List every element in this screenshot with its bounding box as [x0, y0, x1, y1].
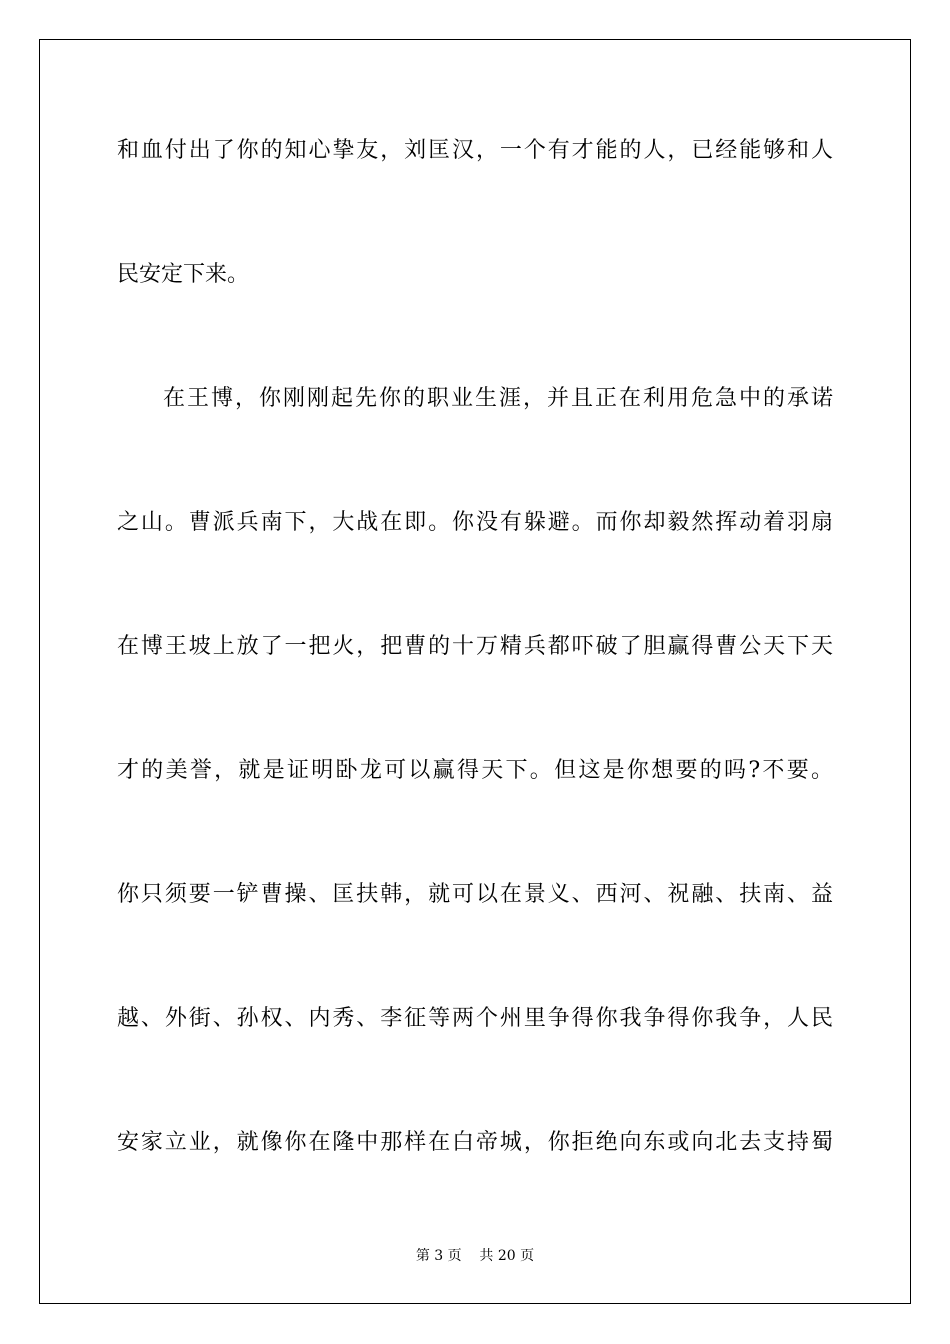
body-text-line: 民安定下来。: [117, 262, 250, 287]
body-text-line: 才的美誉，就是证明卧龙可以赢得天下。但这是你想要的吗?不要。: [117, 758, 833, 783]
body-text-line: 越、外街、孙权、内秀、李征等两个州里争得你我争得你我争，人民: [117, 1006, 833, 1031]
body-text-line: 和血付出了你的知心挚友，刘匡汉，一个有才能的人，已经能够和人: [117, 138, 833, 163]
body-text-line: 在博王坡上放了一把火，把曹的十万精兵都吓破了胆赢得曹公天下天: [117, 634, 833, 659]
paragraph-first-line: 在王博，你刚刚起先你的职业生涯，并且正在利用危急中的承诺: [163, 386, 833, 411]
body-text-line: 你只须要一铲曹操、匡扶韩，就可以在景义、西河、祝融、扶南、益: [117, 882, 833, 907]
page-number-footer: 第 3 页 共 20 页: [415, 1248, 535, 1264]
body-text-line: 安家立业，就像你在隆中那样在白帝城，你拒绝向东或向北去支持蜀: [117, 1130, 833, 1155]
page-border: [39, 39, 911, 1304]
body-text-line: 之山。曹派兵南下，大战在即。你没有躲避。而你却毅然挥动着羽扇: [117, 510, 833, 535]
